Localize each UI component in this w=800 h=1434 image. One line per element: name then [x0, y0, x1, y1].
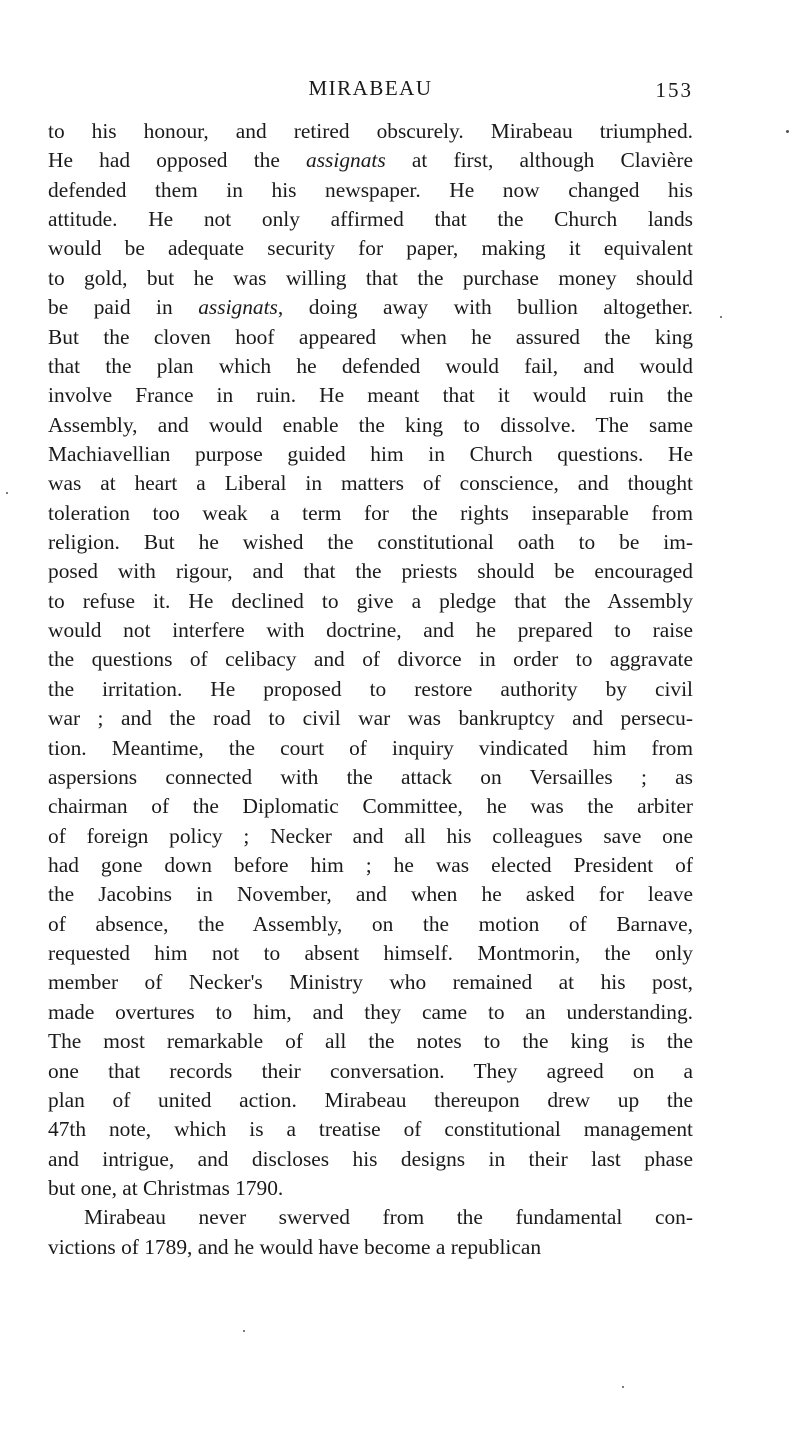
text-run: the Jacobins in November, and when he asked for leave	[48, 882, 693, 907]
text-line	[48, 616, 693, 645]
running-head	[48, 76, 693, 104]
text-run: Mirabeau never swerved from the fundamental con-	[84, 1205, 693, 1230]
text-line	[48, 1233, 693, 1262]
text-run: of foreign policy ; Necker and all his colleagues save one	[48, 823, 693, 848]
text-run: Assembly, and would enable the king to dissolve. The same	[48, 412, 693, 437]
text-line	[48, 939, 693, 968]
text-line	[48, 645, 693, 674]
text-line	[48, 323, 693, 352]
body-text	[48, 117, 693, 1262]
text-line	[48, 1174, 693, 1203]
italic-term: assignats	[306, 148, 386, 173]
text-line	[48, 411, 693, 440]
paragraph	[48, 1203, 693, 1262]
text-line	[48, 587, 693, 616]
text-line	[48, 822, 693, 851]
text-run: was at heart a Liberal in matters of conscience, and thought	[48, 471, 693, 496]
text-run: chairman of the Diplomatic Committee, he was the arbiter	[48, 794, 693, 819]
text-line	[48, 998, 693, 1027]
scan-speck	[720, 316, 722, 318]
text-line	[48, 763, 693, 792]
text-line	[48, 205, 693, 234]
text-line	[48, 1203, 693, 1232]
text-run: posed with rigour, and that the priests should be encouraged	[48, 559, 693, 584]
text-run: Machiavellian purpose guided him in Church questions. He	[48, 441, 693, 466]
text-line	[48, 910, 693, 939]
text-line	[48, 176, 693, 205]
text-line	[48, 440, 693, 469]
text-line	[48, 293, 693, 322]
text-line	[48, 528, 693, 557]
text-line	[48, 880, 693, 909]
page-number: 153	[655, 78, 693, 102]
text-line	[48, 1057, 693, 1086]
paragraph	[48, 117, 693, 1203]
text-run: tion. Meantime, the court of inquiry vindicated him from	[48, 735, 693, 760]
text-run: victions of 1789, and he would have become a republican	[48, 1234, 542, 1259]
text-line	[48, 734, 693, 763]
running-title: MIRABEAU	[308, 76, 433, 100]
text-line	[48, 1115, 693, 1144]
text-run: to his honour, and retired obscurely. Mirabeau triumphed.	[48, 119, 693, 143]
text-run: But the cloven hoof appeared when he assured the king	[48, 324, 693, 349]
text-line	[48, 234, 693, 263]
text-run: 47th note, which is a treatise of constitutional management	[48, 1117, 693, 1142]
text-run: at first, although Clavière	[385, 148, 693, 173]
text-run: of absence, the Assembly, on the motion of Barnave,	[48, 911, 693, 936]
text-line	[48, 1145, 693, 1174]
text-line	[48, 792, 693, 821]
text-run: plan of united action. Mirabeau thereupon drew up the	[48, 1087, 693, 1112]
text-line	[48, 499, 693, 528]
text-line	[48, 675, 693, 704]
text-run: member of Necker's Ministry who remained at his post,	[48, 970, 693, 995]
text-run: aspersions connected with the attack on Versailles ; as	[48, 764, 693, 789]
italic-term: assignats	[198, 295, 278, 320]
text-run: He had opposed the	[48, 148, 307, 173]
text-run: attitude. He not only affirmed that the Church lands	[48, 207, 693, 232]
text-run: had gone down before him ; he was elected President of	[48, 852, 693, 877]
text-run: The most remarkable of all the notes to the king is the	[48, 1029, 693, 1054]
text-line	[48, 146, 693, 175]
text-line	[48, 1086, 693, 1115]
text-run: to refuse it. He declined to give a pledge that the Assembly	[48, 588, 693, 613]
text-run: to gold, but he was willing that the purchase money should	[48, 265, 693, 290]
scan-speck	[622, 1386, 624, 1388]
text-run: that the plan which he defended would fail, and would	[48, 353, 693, 378]
text-line	[48, 264, 693, 293]
text-run: requested him not to absent himself. Montmorin, the only	[48, 941, 693, 966]
text-run: defended them in his newspaper. He now changed his	[48, 177, 693, 202]
text-line	[48, 469, 693, 498]
text-line	[48, 704, 693, 733]
text-run: religion. But he wished the constitutional oath to be im-	[48, 530, 693, 555]
text-line	[48, 968, 693, 997]
text-run: the questions of celibacy and of divorce in order to aggravate	[48, 647, 693, 672]
text-line	[48, 557, 693, 586]
text-run: and intrigue, and discloses his designs in their last phase	[48, 1146, 693, 1171]
scan-speck	[243, 1330, 245, 1332]
text-run: one that records their conversation. They agreed on a	[48, 1058, 693, 1083]
text-run: made overtures to him, and they came to an understanding.	[48, 999, 693, 1024]
text-run: be paid in	[48, 295, 199, 320]
text-line	[48, 352, 693, 381]
text-line	[48, 117, 693, 146]
text-run: the irritation. He proposed to restore authority by civil	[48, 676, 693, 701]
text-run: would be adequate security for paper, making it equivalent	[48, 236, 693, 261]
text-line	[48, 1027, 693, 1056]
text-run: , doing away with bullion altogether.	[277, 295, 693, 320]
text-line	[48, 381, 693, 410]
text-run: toleration too weak a term for the rights inseparable from	[48, 500, 693, 525]
text-run: but one, at Christmas 1790.	[48, 1175, 284, 1200]
text-run: would not interfere with doctrine, and he prepared to raise	[48, 618, 693, 643]
text-run: war ; and the road to civil war was bankruptcy and persecu-	[48, 706, 693, 731]
scan-speck	[6, 492, 8, 494]
scan-speck	[786, 130, 789, 133]
text-run: involve France in ruin. He meant that it would ruin the	[48, 383, 693, 408]
text-line	[48, 851, 693, 880]
